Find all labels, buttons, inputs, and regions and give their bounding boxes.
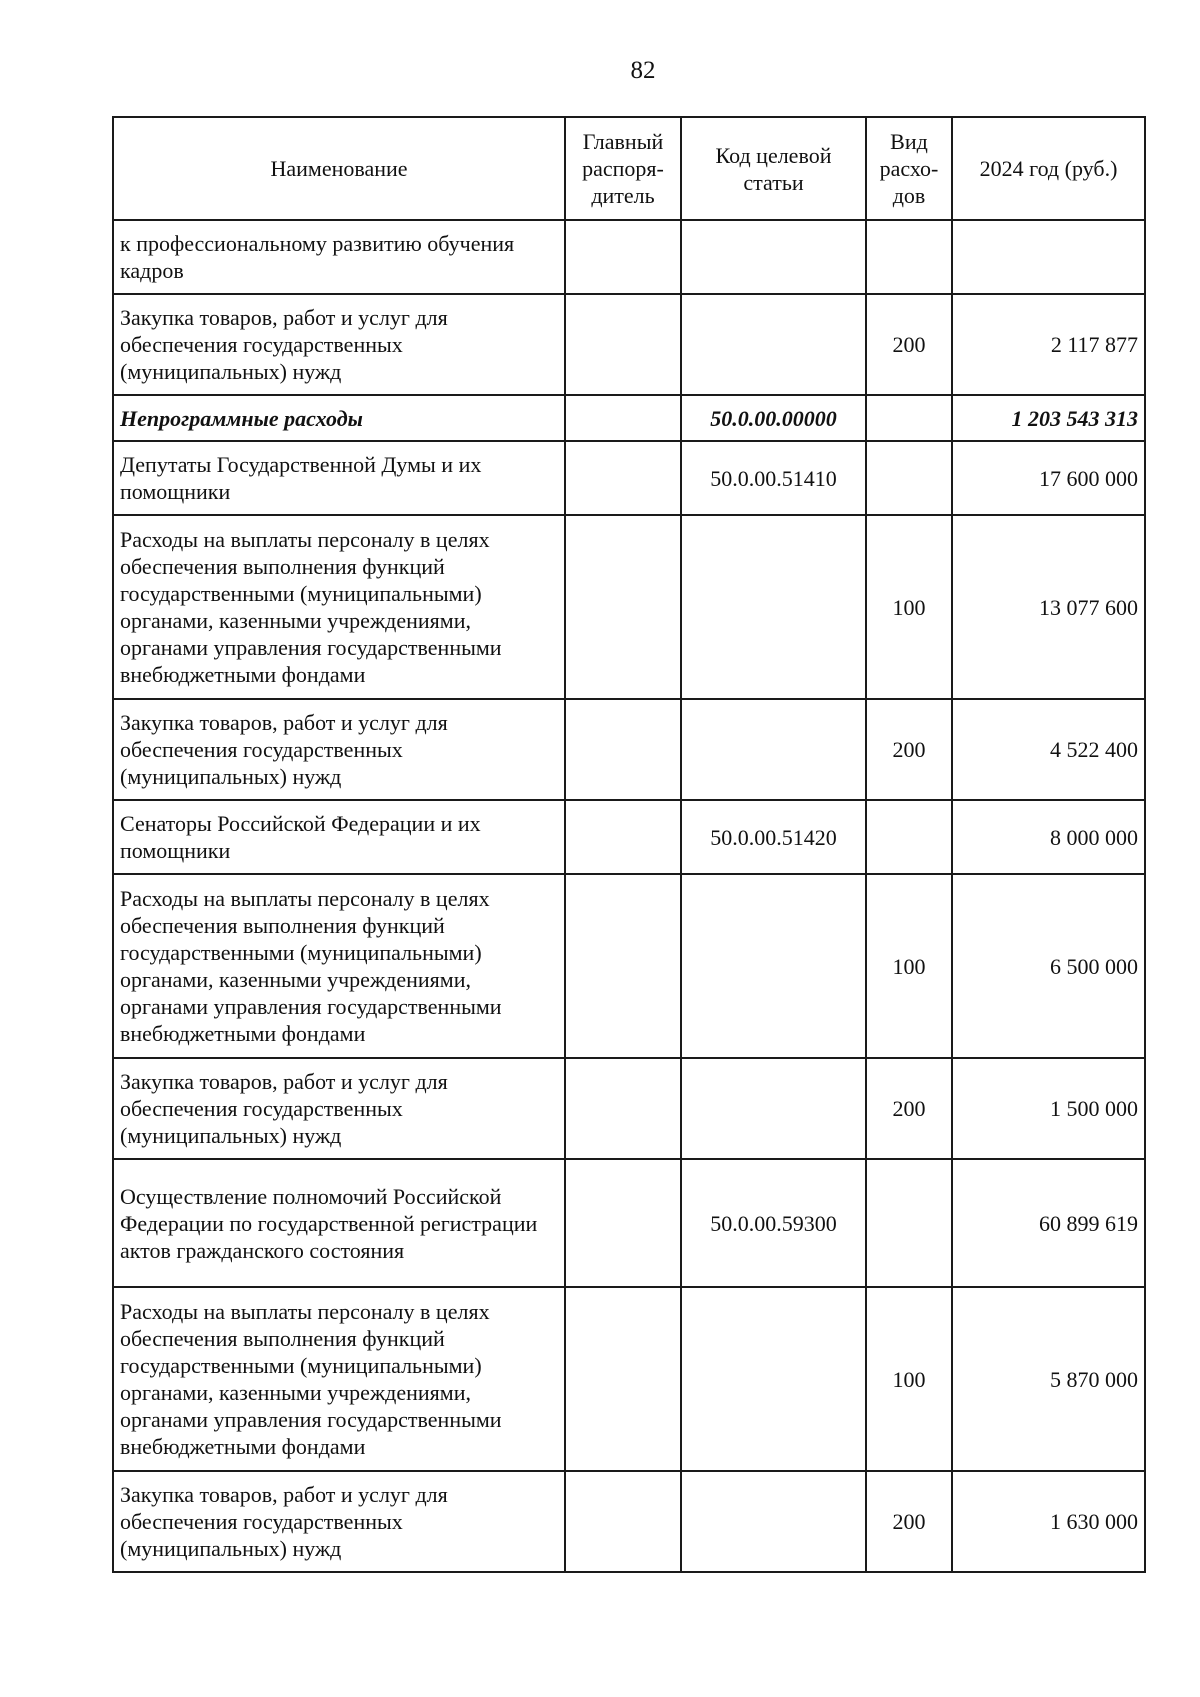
row-kind: 100 bbox=[866, 1287, 952, 1471]
row-admin bbox=[565, 441, 681, 515]
row-amount: 13 077 600 bbox=[952, 515, 1145, 699]
row-admin bbox=[565, 1058, 681, 1159]
table-row bbox=[113, 1287, 1145, 1471]
row-name: Закупка товаров, работ и услуг для обеспечения государственных (муниципальных) нужд bbox=[113, 699, 565, 800]
row-code bbox=[681, 1287, 866, 1471]
row-kind: 200 bbox=[866, 294, 952, 395]
row-code bbox=[681, 220, 866, 294]
row-code bbox=[681, 1058, 866, 1159]
row-admin bbox=[565, 874, 681, 1058]
row-admin bbox=[565, 294, 681, 395]
row-code: 50.0.00.51410 bbox=[681, 441, 866, 515]
row-kind: 100 bbox=[866, 874, 952, 1058]
header-code: Код целевой статьи bbox=[681, 117, 866, 220]
row-code bbox=[681, 699, 866, 800]
table-row bbox=[113, 1471, 1145, 1572]
row-code: 50.0.00.51420 bbox=[681, 800, 866, 874]
row-code bbox=[681, 294, 866, 395]
row-name: Закупка товаров, работ и услуг для обеспечения государственных (муниципальных) нужд bbox=[113, 1471, 565, 1572]
table-row bbox=[113, 699, 1145, 800]
row-admin bbox=[565, 800, 681, 874]
row-amount: 17 600 000 bbox=[952, 441, 1145, 515]
row-amount: 1 203 543 313 bbox=[952, 395, 1145, 441]
row-name: Осуществление полномочий Российской Федерации по государственной регистрации актов гражданского состояния bbox=[113, 1159, 565, 1287]
row-amount: 1 630 000 bbox=[952, 1471, 1145, 1572]
table-row bbox=[113, 800, 1145, 874]
table-row bbox=[113, 1058, 1145, 1159]
row-kind bbox=[866, 1159, 952, 1287]
header-name: Наименование bbox=[113, 117, 565, 220]
table-row bbox=[113, 515, 1145, 699]
row-kind: 100 bbox=[866, 515, 952, 699]
row-amount: 60 899 619 bbox=[952, 1159, 1145, 1287]
row-code: 50.0.00.00000 bbox=[681, 395, 866, 441]
row-amount: 2 117 877 bbox=[952, 294, 1145, 395]
row-kind bbox=[866, 800, 952, 874]
row-code bbox=[681, 515, 866, 699]
row-code bbox=[681, 1471, 866, 1572]
table-header-row bbox=[113, 117, 1145, 220]
row-name: к профессиональному развитию обучения кадров bbox=[113, 220, 565, 294]
table-row bbox=[113, 1159, 1145, 1287]
row-admin bbox=[565, 220, 681, 294]
budget-table bbox=[112, 116, 1146, 1573]
row-code: 50.0.00.59300 bbox=[681, 1159, 866, 1287]
row-kind: 200 bbox=[866, 699, 952, 800]
row-name: Закупка товаров, работ и услуг для обеспечения государственных (муниципальных) нужд bbox=[113, 1058, 565, 1159]
row-name: Непрограммные расходы bbox=[113, 395, 565, 441]
table-row-section-total bbox=[113, 395, 1145, 441]
row-kind bbox=[866, 395, 952, 441]
row-name: Закупка товаров, работ и услуг для обеспечения государственных (муниципальных) нужд bbox=[113, 294, 565, 395]
header-kind: Вид расхо-дов bbox=[866, 117, 952, 220]
row-kind bbox=[866, 220, 952, 294]
table-row bbox=[113, 441, 1145, 515]
row-amount: 1 500 000 bbox=[952, 1058, 1145, 1159]
row-admin bbox=[565, 699, 681, 800]
row-admin bbox=[565, 1471, 681, 1572]
row-admin bbox=[565, 515, 681, 699]
row-kind: 200 bbox=[866, 1471, 952, 1572]
row-amount bbox=[952, 220, 1145, 294]
page-number: 82 bbox=[630, 57, 656, 84]
row-kind bbox=[866, 441, 952, 515]
row-amount: 8 000 000 bbox=[952, 800, 1145, 874]
row-name: Расходы на выплаты персоналу в целях обеспечения выполнения функций государственными (муниципальными) органами, казенными учреждениями, органами управления государственными внебюджетными фондами bbox=[113, 515, 565, 699]
row-amount: 6 500 000 bbox=[952, 874, 1145, 1058]
table-row bbox=[113, 220, 1145, 294]
table-row bbox=[113, 294, 1145, 395]
table-row bbox=[113, 874, 1145, 1058]
header-amount: 2024 год (руб.) bbox=[952, 117, 1145, 220]
header-admin: Главный распоря-дитель bbox=[565, 117, 681, 220]
row-name: Расходы на выплаты персоналу в целях обеспечения выполнения функций государственными (муниципальными) органами, казенными учреждениями, органами управления государственными внебюджетными фондами bbox=[113, 874, 565, 1058]
row-name: Депутаты Государственной Думы и их помощники bbox=[113, 441, 565, 515]
row-admin bbox=[565, 1287, 681, 1471]
row-kind: 200 bbox=[866, 1058, 952, 1159]
row-amount: 5 870 000 bbox=[952, 1287, 1145, 1471]
row-amount: 4 522 400 bbox=[952, 699, 1145, 800]
row-admin bbox=[565, 395, 681, 441]
row-name: Расходы на выплаты персоналу в целях обеспечения выполнения функций государственными (муниципальными) органами, казенными учреждениями, органами управления государственными внебюджетными фондами bbox=[113, 1287, 565, 1471]
row-admin bbox=[565, 1159, 681, 1287]
row-name: Сенаторы Российской Федерации и их помощники bbox=[113, 800, 565, 874]
row-code bbox=[681, 874, 866, 1058]
